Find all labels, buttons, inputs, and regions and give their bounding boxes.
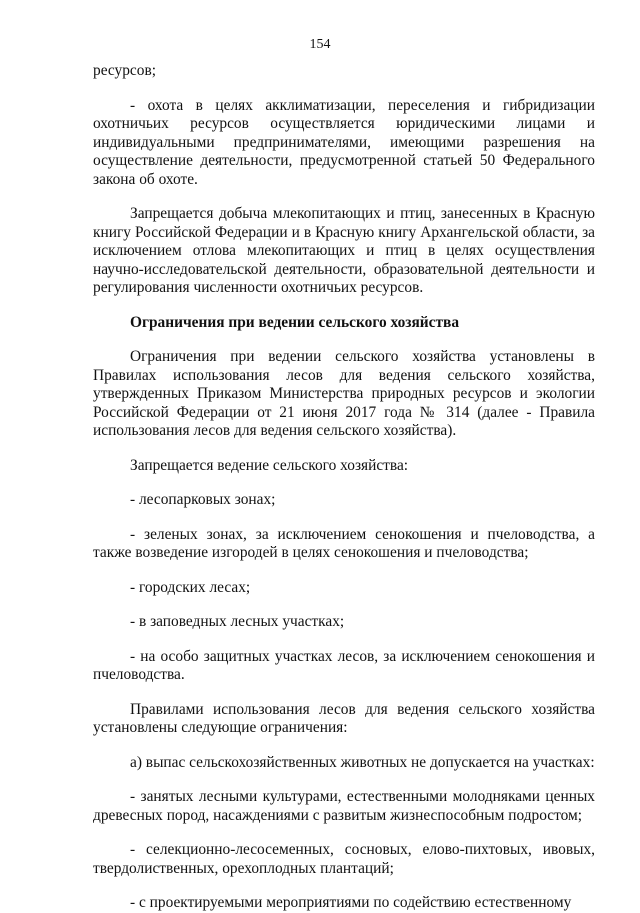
paragraph-hunting-acclimatization: - охота в целях акклиматизации, переселения и гибридизации охотничьих ресурсов осуществляется юридическими лицами и индивидуальными предпринимателями, имеющими разрешения на осуществление деятельности, предусмотренной статьей 50 Федерального закона об охоте. [93,96,595,188]
paragraph-continuation: ресурсов; [93,62,156,79]
paragraph-red-book-ban: Запрещается добыча млекопитающих и птиц, занесенных в Красную книгу Российской Федерации и в Красную книгу Архангельской области, за исключением отлова млекопитающих и птиц в целях осуществления научно-исследовательской деятельности, образовательной деятельности и регулирования численности охотничьих ресурсов. [93,205,595,296]
page-number: 154 [309,37,331,52]
list-item-green-zones: - зеленых зонах, за исключением сенокошения и пчеловодства, а также возведение изгородей в целях сенокошения и пчеловодства; [93,525,595,561]
list-item-forest-park: - лесопарковых зонах; [130,491,276,508]
list-item-natural-regeneration: - с проектируемыми мероприятиями по содействию естественному [130,894,572,911]
paragraph-grazing: а) выпас сельскохозяйственных животных не допускается на участках: [130,753,595,771]
paragraph-agriculture-ban: Запрещается ведение сельского хозяйства: [130,456,409,474]
section-heading: Ограничения при ведении сельского хозяйства [130,313,460,331]
paragraph-agriculture-rules: Ограничения при ведении сельского хозяйства установлены в Правилах использования лесов для ведения сельского хозяйства, утвержденных Приказом Министерства природных ресурсов и экологии Российской Федерации от 21 июня 2017 года № 314 (далее - Правила использования лесов для ведения сельского хозяйства). [93,348,595,439]
list-item-urban-forests: - городских лесах; [130,578,251,596]
list-item-protective-plots: - на особо защитных участках лесов, за исключением сенокошения и пчеловодства. [93,647,595,683]
document-body [93,62,595,913]
list-item-plantations: - селекционно-лесосеменных, сосновых, елово-пихтовых, ивовых, твердолиственных, орехоплодных плантаций; [93,841,595,877]
list-item-reserved-plots: - в заповедных лесных участках; [130,613,345,630]
list-item-forest-cultures: - занятых лесными культурами, естественными молодняками ценных древесных пород, насаждениями с развитым жизнеспособным подростом; [93,788,595,824]
paragraph-restrictions-intro: Правилами использования лесов для ведения сельского хозяйства установлены следующие ограничения: [93,700,595,736]
